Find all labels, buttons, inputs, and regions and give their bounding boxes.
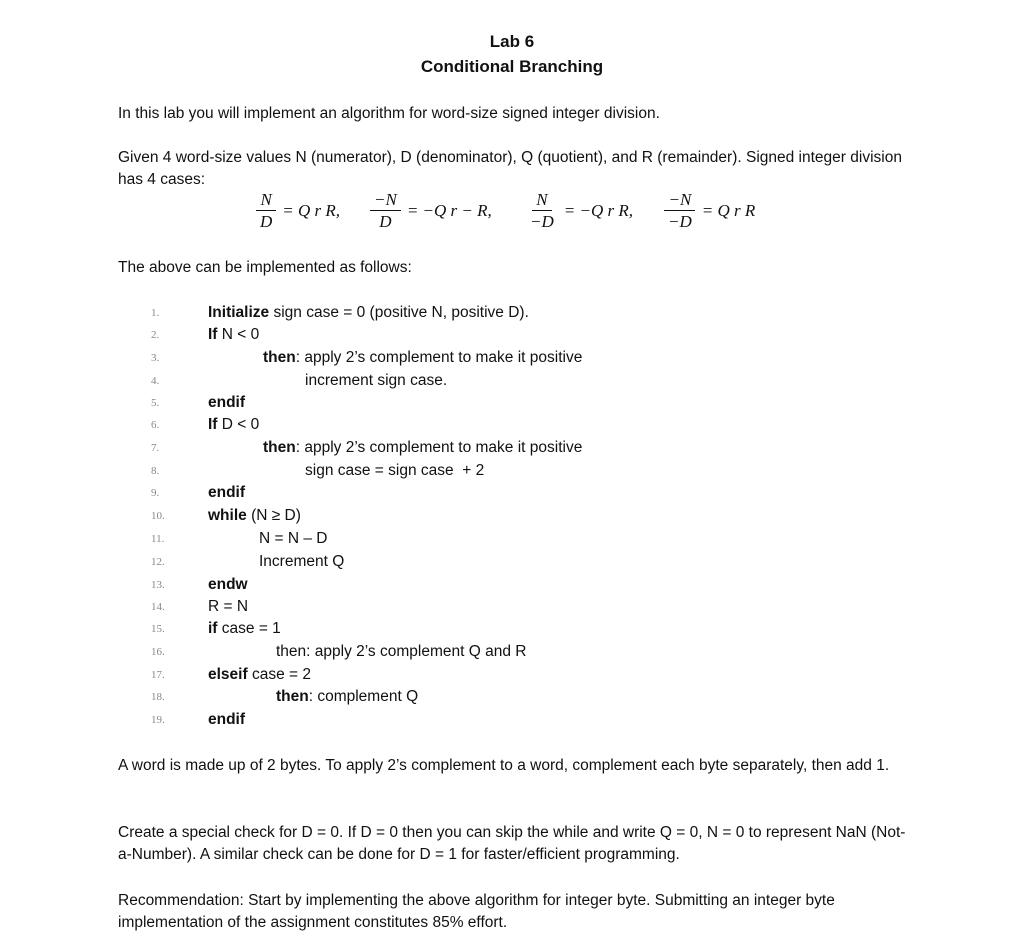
line-text: then: apply 2’s complement Q and R — [276, 643, 527, 660]
line-number: 18. — [151, 691, 165, 703]
line-number: 15. — [151, 623, 165, 635]
line-text: R = N — [208, 598, 249, 615]
line-number: 9. — [151, 487, 160, 499]
line-number: 17. — [151, 669, 165, 681]
line-number: 11. — [151, 533, 165, 545]
formula-result: = Q r R — [701, 200, 756, 220]
line-number: 13. — [151, 579, 165, 591]
formula-numerator: −N — [664, 190, 695, 211]
line-text: increment sign case. — [305, 372, 448, 389]
formula-case-1 — [256, 190, 340, 231]
line-text: case = 2 — [247, 666, 311, 683]
line-number: 19. — [151, 714, 165, 726]
page-title: Conditional Branching — [420, 57, 604, 76]
keyword: If — [208, 416, 218, 433]
line-number: 2. — [151, 329, 160, 341]
lab-number: Lab 6 — [489, 32, 535, 51]
line-number: 14. — [151, 601, 165, 613]
formula-denominator: −D — [668, 212, 692, 231]
line-text: sign case = 0 (positive N, positive D). — [269, 304, 529, 321]
formula-numerator: N — [532, 190, 551, 211]
special-check-paragraph: Create a special check for D = 0. If D = 0 then you can skip the while and write Q = 0, N = 0 to represent NaN (Not-a-Number). A similar check can be done for D = 1 for faster/efficient programming. — [118, 824, 906, 863]
intro-paragraph: In this lab you will implement an algorithm for word-size signed integer division. — [118, 105, 660, 122]
keyword: endif — [208, 711, 246, 728]
implementation-intro: The above can be implemented as follows: — [118, 259, 412, 276]
line-text: : apply 2’s complement to make it positive — [295, 349, 583, 366]
line-number: 1. — [151, 307, 160, 319]
keyword: if — [208, 620, 218, 637]
line-number: 10. — [151, 510, 165, 522]
recommendation-paragraph: Recommendation: Start by implementing the above algorithm for integer byte. Submitting an integer byte implementation of the assignment constitutes 85% effort. — [118, 892, 835, 931]
line-number: 16. — [151, 646, 165, 658]
line-text: N < 0 — [217, 326, 260, 343]
line-number: 8. — [151, 465, 160, 477]
line-text: D < 0 — [217, 416, 260, 433]
line-text: (N ≥ D) — [246, 507, 301, 524]
keyword: while — [208, 507, 247, 524]
line-number: 6. — [151, 419, 160, 431]
formula-case-3 — [526, 190, 633, 231]
formula-numerator: −N — [370, 190, 401, 211]
formula-denominator: D — [260, 212, 273, 231]
line-text: N = N – D — [259, 530, 328, 547]
formula-result: = Q r R, — [282, 200, 341, 220]
keyword: elseif — [208, 666, 248, 683]
line-text: : apply 2’s complement to make it positive — [295, 439, 583, 456]
keyword: then — [276, 688, 309, 705]
formula-denominator: D — [379, 212, 392, 231]
line-number: 5. — [151, 397, 160, 409]
division-cases-formula — [0, 190, 1024, 236]
keyword: then — [263, 349, 296, 366]
formula-denominator: −D — [530, 212, 554, 231]
formula-numerator: N — [256, 190, 275, 211]
formula-result: = −Q r R, — [563, 200, 633, 220]
keyword: then — [263, 439, 296, 456]
keyword: endif — [208, 484, 246, 501]
keyword: If — [208, 326, 218, 343]
line-number: 12. — [151, 556, 165, 568]
keyword: endif — [208, 394, 246, 411]
line-text: case = 1 — [217, 620, 281, 637]
line-text: : complement Q — [308, 688, 419, 705]
line-number: 7. — [151, 442, 160, 454]
formula-case-2 — [370, 190, 492, 231]
line-text: sign case = sign case + 2 — [305, 462, 485, 479]
formula-case-4 — [664, 190, 755, 231]
line-number: 3. — [151, 352, 160, 364]
formula-result: = −Q r − R, — [406, 200, 492, 220]
line-text: Increment Q — [259, 553, 345, 570]
given-paragraph: Given 4 word-size values N (numerator), D (denominator), Q (quotient), and R (remainder). Signed integer division has 4 cases: — [118, 149, 902, 188]
keyword: Initialize — [208, 304, 270, 321]
line-number: 4. — [151, 375, 160, 387]
keyword: endw — [208, 576, 248, 593]
word-note-paragraph: A word is made up of 2 bytes. To apply 2’s complement to a word, complement each byte separately, then add 1. — [118, 757, 890, 774]
